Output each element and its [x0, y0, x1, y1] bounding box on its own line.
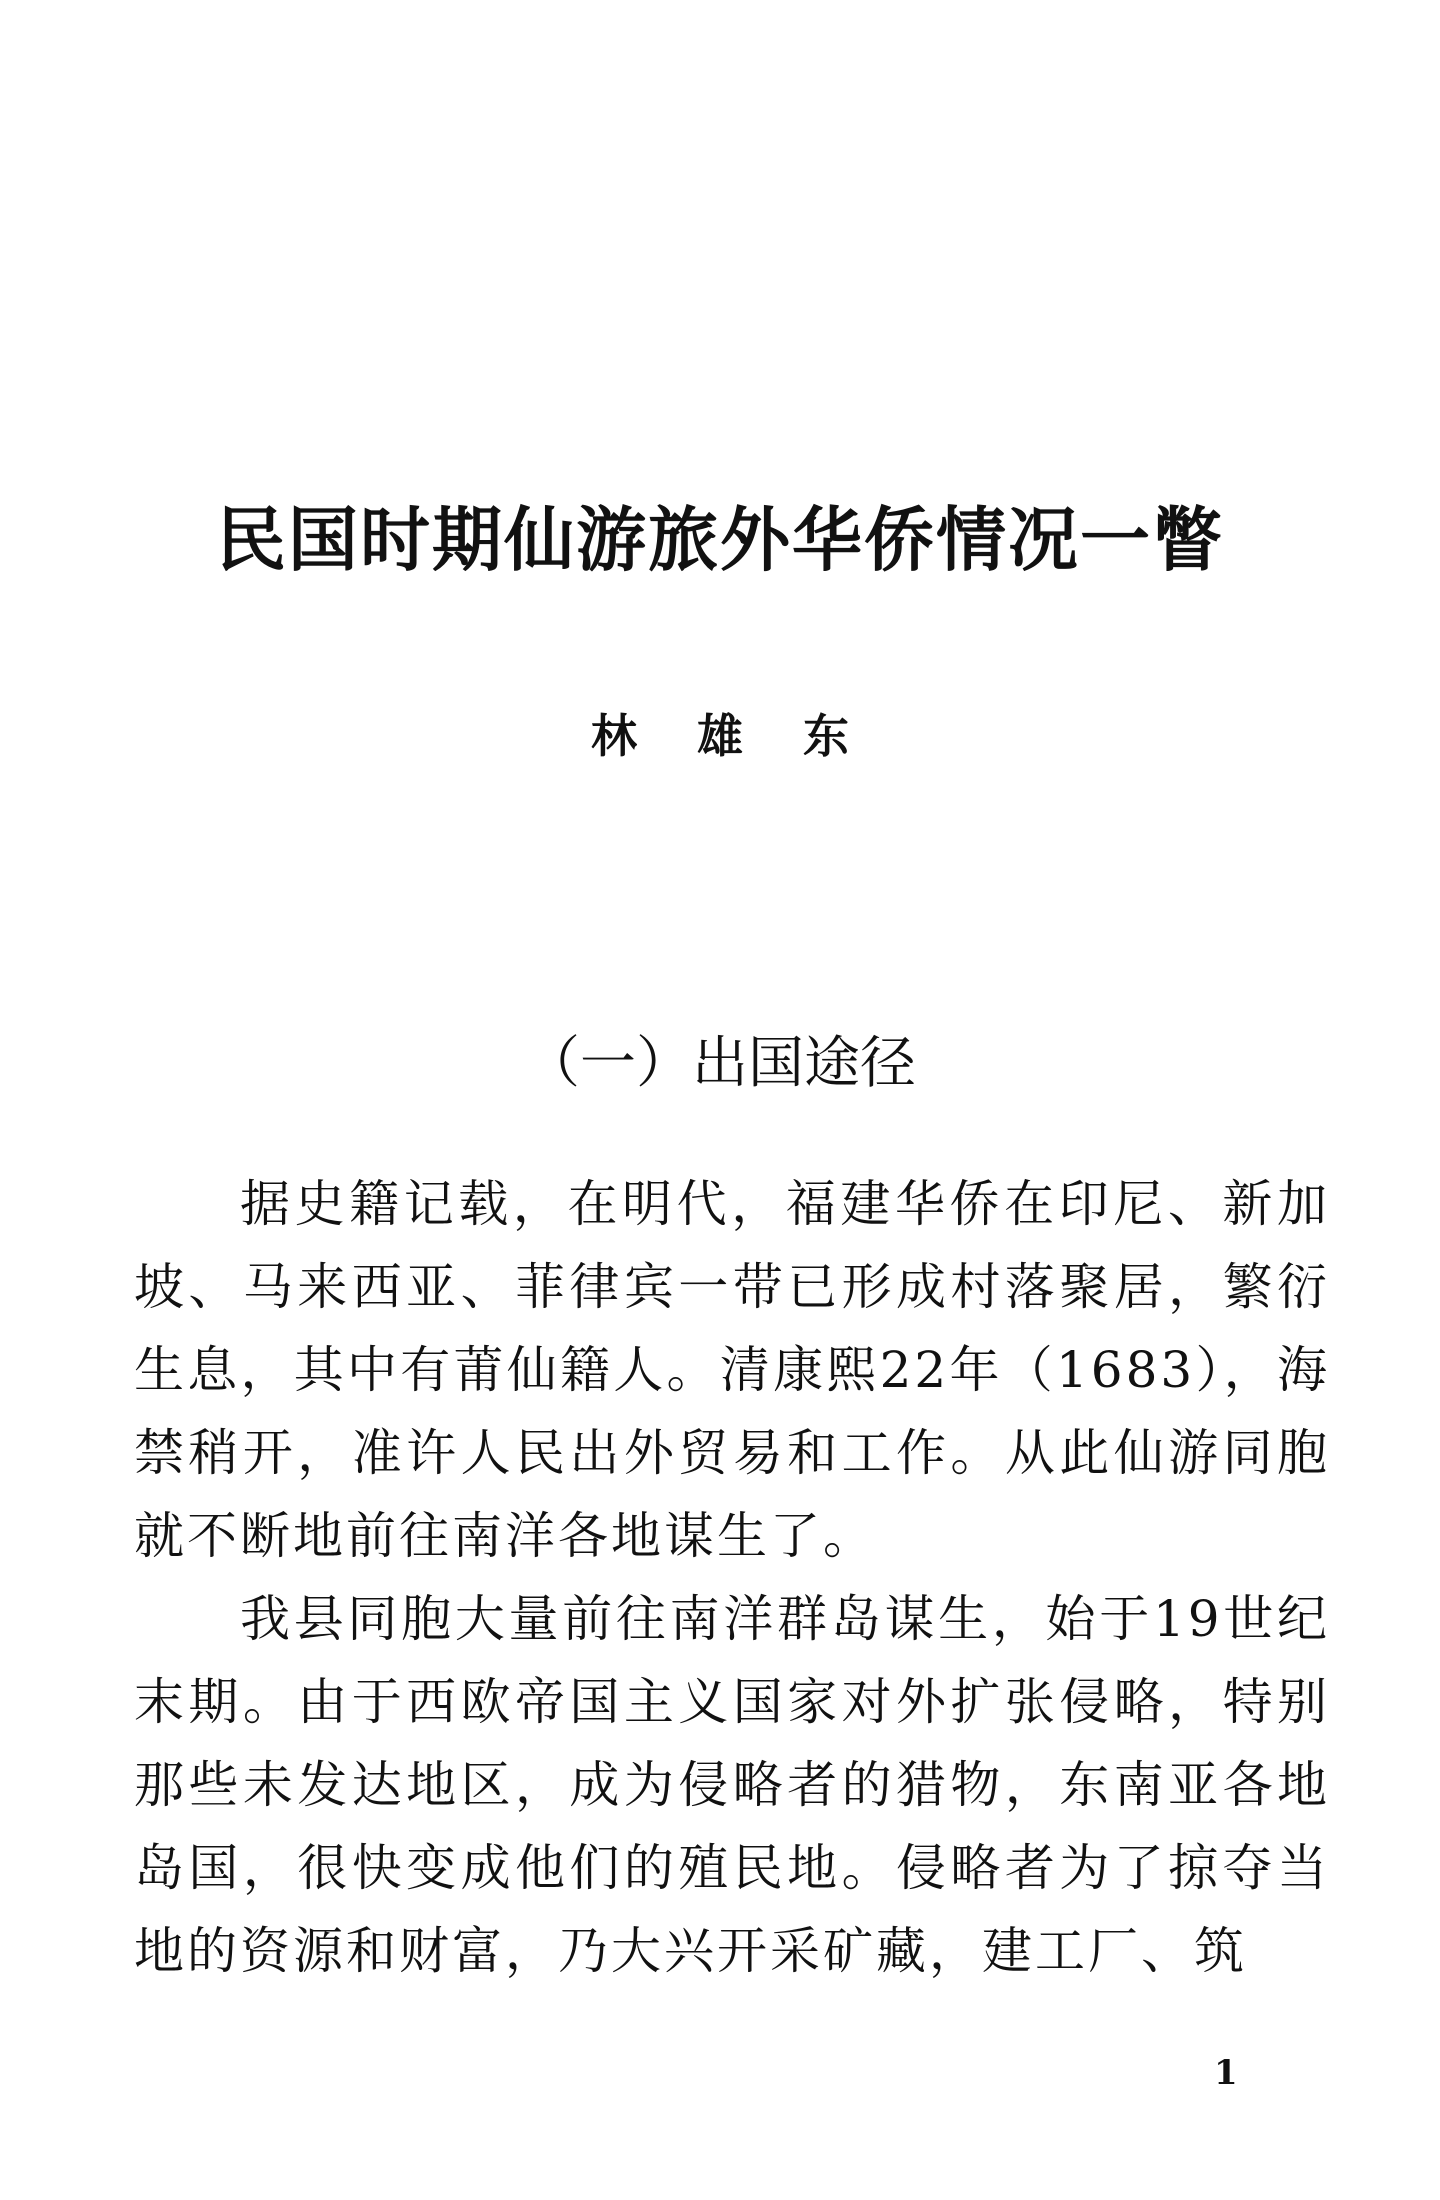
paragraph: 我县同胞大量前往南洋群岛谋生，始于19世纪末期。由于西欧帝国主义国家对外扩张侵略，特别那些未发达地区，成为侵略者的猎物，东南亚各地岛国，很快变成他们的殖民地。侵略者为了掠夺当地的资源和财富，乃大兴开采矿藏，建工厂、筑 — [134, 1590, 1330, 1980]
author-name: 林雄东 — [591, 709, 909, 763]
article-title: 民国时期仙游旅外华侨情况一瞥 — [216, 499, 1224, 581]
body-text — [134, 1163, 1330, 1993]
page-number: 1 — [1214, 2053, 1238, 2093]
section-heading: （一）出国途径 — [524, 1031, 916, 1096]
paragraph: 据史籍记载，在明代，福建华侨在印尼、新加坡、马来西亚、菲律宾一带已形成村落聚居，繁衍生息，其中有莆仙籍人。清康熙22年（1683），海禁稍开，准许人民出外贸易和工作。从此仙游同胞就不断地前往南洋各地谋生了。 — [134, 1175, 1330, 1565]
